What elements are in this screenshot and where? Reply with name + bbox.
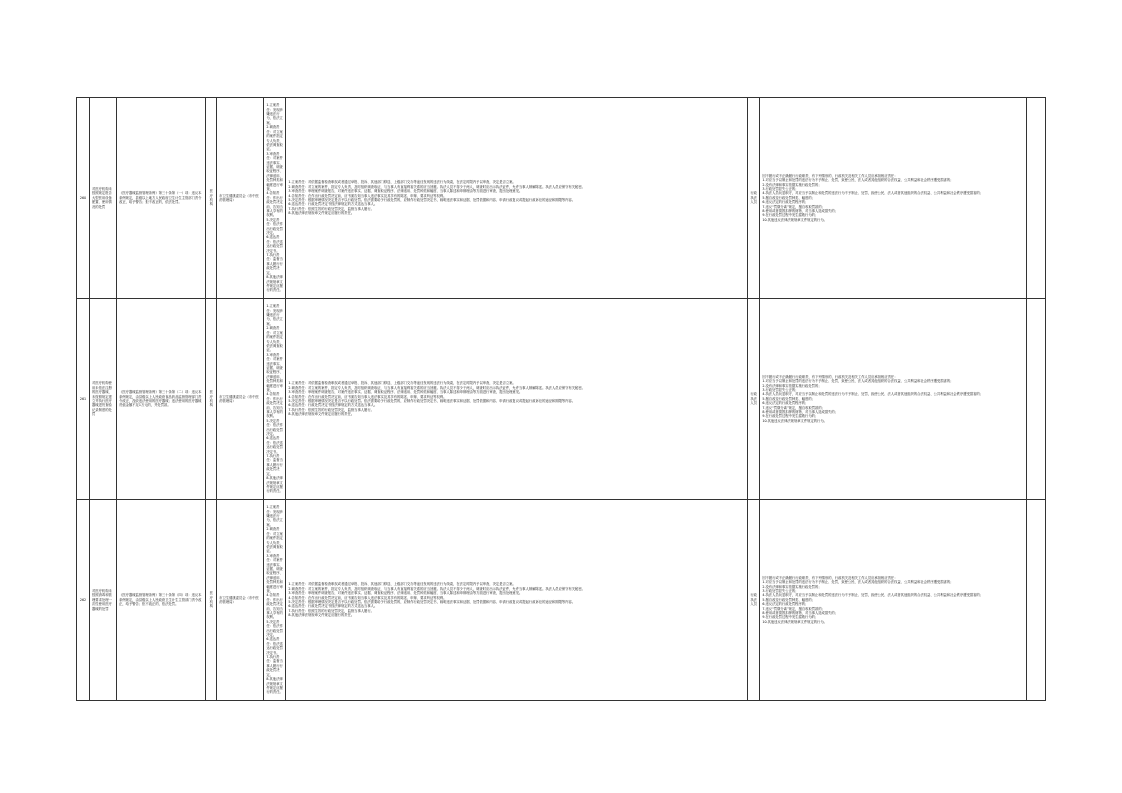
responsibility-table — [76, 97, 1046, 701]
responsibility-steps: 1.立案责任：发现涉嫌违法行为，依法立案。 2.调查责任：对立案的案件指定专人负责，依法调查取证。 3.审查责任：对案件违法事实、证据、调查取证程序、法律适用、处罚种类和幅度进行审查。 4.告知责任：作出行政处罚决定前，告知当事人享有的权利。 5.决定责任：依法作出行政处罚决定。 6.送达责任：依法送达行政处罚决定书。 7.执行责任：监督当事人履行行政处罚决定。 8.其他法律法规规章文件规定应履行的责任。 — [264, 299, 286, 500]
accountability-head: 行政执法人员 — [748, 299, 760, 500]
responsibility-steps: 1.立案责任：发现涉嫌违法行为，依法立案。 2.调查责任：对立案的案件指定专人负责，依法调查取证。 3.审查责任：对案件违法事实、证据、调查取证程序、法律适用、处罚种类和幅度进行审查。 4.告知责任：作出行政处罚决定前，告知当事人享有的权利。 5.决定责任：依法作出行政处罚决定。 6.送达责任：依法送达行政处罚决定书。 7.执行责任：监督当事人履行行政处罚决定。 8.其他法律法规规章文件规定应履行的责任。 — [264, 98, 286, 299]
responsibility-details: 1.立案责任：对依据监督检查职权或者通过举报、投诉、其他部门移送、上级部门交办等途径发现的违法行为线索，在法定时限内予以审查，决定是否立案。 2.调查责任：对立案的案件，指定专人负责，及时组织调查取证，与当事人有直接利害关系的应当回避。执法人员不得少于两人，调查时应出示执法证件，允许当事人辩解陈述。执法人员应保守有关秘密。 3.审查责任：审理案件调查报告，对案件违法事实、证据、调查取证程序、法律适用、处罚种类和幅度、当事人陈述和申辩理由等方面进行审查，提出处理意见。 4.告知责任：在作出行政处罚决定前，应书面告知当事人违法事实及其享有的陈述、申辩、要求听证等权利。 5.决定责任：根据审理情况决定是否予以行政处罚。依法需要给予行政处罚的，应制作行政处罚决定书，载明违法事实和证据、处罚依据和内容、申请行政复议或提起行政诉讼的途径和期限等内容。 6.送达责任：行政处罚决定书按法律规定的方式送达当事人。 7.执行责任：依照生效的行政处罚决定，监督当事人履行。 8.其他法律法规规章文件规定应履行的责任。 — [286, 299, 748, 500]
accountability-head: 行政执法人员 — [748, 500, 760, 701]
table-row — [77, 299, 1046, 500]
table-row — [77, 98, 1046, 299]
legal-basis: 《医疗器械监督管理条例》第三十条第（四）项：违反本条例规定，由县级以上人民政府卫生计生主管部门责令改正，给予警告；拒不改正的，依法处罚。 — [117, 500, 206, 701]
responsibility-details: 1.立案责任：对依据监督检查职权或者通过举报、投诉、其他部门移送、上级部门交办等途径发现的违法行为线索，在法定时限内予以审查，决定是否立案。 2.调查责任：对立案的案件，指定专人负责，及时组织调查取证，与当事人有直接利害关系的应当回避。执法人员不得少于两人，调查时应出示执法证件，允许当事人辩解陈述。执法人员应保守有关秘密。 3.审查责任：审理案件调查报告，对案件违法事实、证据、调查取证程序、法律适用、处罚种类和幅度、当事人陈述和申辩理由等方面进行审查，提出处理意见。 4.告知责任：在作出行政处罚决定前，应书面告知当事人违法事实及其享有的陈述、申辩、要求听证等权利。 5.决定责任：根据审理情况决定是否予以行政处罚。依法需要给予行政处罚的，应制作行政处罚决定书，载明违法事实和证据、处罚依据和内容、申请行政复议或提起行政诉讼的途径和期限等内容。 6.送达责任：行政处罚决定书按法律规定的方式送达当事人。 7.执行责任：依照生效的行政处罚决定，监督当事人履行。 8.其他法律法规规章文件规定应履行的责任。 — [286, 98, 748, 299]
note — [1026, 500, 1045, 701]
department: 市卫生健康委员会（市中医药管理局） — [217, 98, 264, 299]
responsibility-details: 1.立案责任：对依据监督检查职权或者通过举报、投诉、其他部门移送、上级部门交办等途径发现的违法行为线索，在法定时限内予以审查，决定是否立案。 2.调查责任：对立案的案件，指定专人负责，及时组织调查取证，与当事人有直接利害关系的应当回避。执法人员不得少于两人，调查时应出示执法证件，允许当事人辩解陈述。执法人员应保守有关秘密。 3.审查责任：审理案件调查报告，对案件违法事实、证据、调查取证程序、法律适用、处罚种类和幅度、当事人陈述和申辩理由等方面进行审查，提出处理意见。 4.告知责任：在作出行政处罚决定前，应书面告知当事人违法事实及其享有的陈述、申辩、要求听证等权利。 5.决定责任：根据审理情况决定是否予以行政处罚。依法需要给予行政处罚的，应制作行政处罚决定书，载明违法事实和证据、处罚依据和内容、申请行政复议或提起行政诉讼的途径和期限等内容。 6.送达责任：行政处罚决定书按法律规定的方式送达当事人。 7.执行责任：依照生效的行政处罚决定，监督当事人履行。 8.其他法律法规规章文件规定应履行的责任。 — [286, 500, 748, 701]
subject: 医疗机构 — [206, 500, 217, 701]
legal-basis: 《医疗器械监督管理条例》第三十条第（二）项：违反本条例规定，由县级以上人民政府食品药品监督管理部门责令改正，没收违法使用的医疗器械；违法使用的医疗器械货值金额不足1万元的，并处罚款。 — [117, 299, 206, 500]
item-name: 对医疗机构未按照规定报告大型医用设备配置、使用情况的处罚 — [90, 98, 117, 299]
table-row — [77, 500, 1046, 701]
legal-basis: 《医疗器械监督管理条例》第三十条第（一）项：违反本条例规定，县级以上地方人民政府卫生计生主管部门责令改正，给予警告；拒不改正的，依法处罚。 — [117, 98, 206, 299]
responsibility-steps: 1.立案责任：发现涉嫌违法行为，依法立案。 2.调查责任：对立案的案件指定专人负责，依法调查取证。 3.审查责任：对案件违法事实、证据、调查取证程序、法律适用、处罚种类和幅度进行审查。 4.告知责任：作出行政处罚决定前，告知当事人享有的权利。 5.决定责任：依法作出行政处罚决定。 6.送达责任：依法送达行政处罚决定书。 7.执行责任：监督当事人履行行政处罚决定。 8.其他法律法规规章文件规定应履行的责任。 — [264, 500, 286, 701]
department: 市卫生健康委员会（市中医药管理局） — [217, 299, 264, 500]
row-number: 262 — [77, 500, 90, 701]
note — [1026, 98, 1045, 299]
accountability-head: 行政执法人员 — [748, 98, 760, 299]
note — [1026, 299, 1045, 500]
subject: 医疗机构 — [206, 98, 217, 299]
item-name: 对医疗机构使用未依法注册的医疗器械、未按照规定建立并执行医疗器械进货查验记录制度的处罚 — [90, 299, 117, 500]
accountability-details: 因不履行或不正确履行行政职责，有下列情形的，行政机关及相关工作人员应承担相应责任： 1.对应当予以制止和处罚的违法行为不予制止、处罚，致使公民、法人或者其他组织的合法权益、公共利益和社会秩序遭受损害的； 2.没有法律和事实依据实施行政处罚的； 3.行政处罚显失公正的； 4.执法人员玩忽职守，对应当予以制止和处罚的违法行为不予制止、处罚，致使公民、法人或者其他组织的合法权益、公共利益和社会秩序遭受损害的； 5.擅自改变行政处罚种类、幅度的； 6.违反法定的行政处罚程序的； 7.违反“罚缴分离”规定，擅自收取罚款的； 8.使用或者损毁扣押的财物，对当事人造成损失的； 9.在行政处罚过程中发生腐败行为的； 10.其他违反法律法规规章文件规定的行为。 — [760, 98, 1027, 299]
accountability-details: 因不履行或不正确履行行政职责，有下列情形的，行政机关及相关工作人员应承担相应责任： 1.对应当予以制止和处罚的违法行为不予制止、处罚，致使公民、法人或者其他组织的合法权益、公共利益和社会秩序遭受损害的； 2.没有法律和事实依据实施行政处罚的； 3.行政处罚显失公正的； 4.执法人员玩忽职守，对应当予以制止和处罚的违法行为不予制止、处罚，致使公民、法人或者其他组织的合法权益、公共利益和社会秩序遭受损害的； 5.擅自改变行政处罚种类、幅度的； 6.违反法定的行政处罚程序的； 7.违反“罚缴分离”规定，擅自收取罚款的； 8.使用或者损毁扣押的财物，对当事人造成损失的； 9.在行政处罚过程中发生腐败行为的； 10.其他违反法律法规规章文件规定的行为。 — [760, 299, 1027, 500]
row-number: 260 — [77, 98, 90, 299]
department: 市卫生健康委员会（市中医药管理局） — [217, 500, 264, 701]
accountability-details: 因不履行或不正确履行行政职责，有下列情形的，行政机关及相关工作人员应承担相应责任： 1.对应当予以制止和处罚的违法行为不予制止、处罚，致使公民、法人或者其他组织的合法权益、公共利益和社会秩序遭受损害的； 2.没有法律和事实依据实施行政处罚的； 3.行政处罚显失公正的； 4.执法人员玩忽职守，对应当予以制止和处罚的违法行为不予制止、处罚，致使公民、法人或者其他组织的合法权益、公共利益和社会秩序遭受损害的； 5.擅自改变行政处罚种类、幅度的； 6.违反法定的行政处罚程序的； 7.违反“罚缴分离”规定，擅自收取罚款的； 8.使用或者损毁扣押的财物，对当事人造成损失的； 9.在行政处罚过程中发生腐败行为的； 10.其他违反法律法规规章文件规定的行为。 — [760, 500, 1027, 701]
subject: 医疗机构 — [206, 299, 217, 500]
row-number: 261 — [77, 299, 90, 500]
item-name: 对医疗机构未按照消毒和管理要求处理一次性使用医疗器械的处罚 — [90, 500, 117, 701]
